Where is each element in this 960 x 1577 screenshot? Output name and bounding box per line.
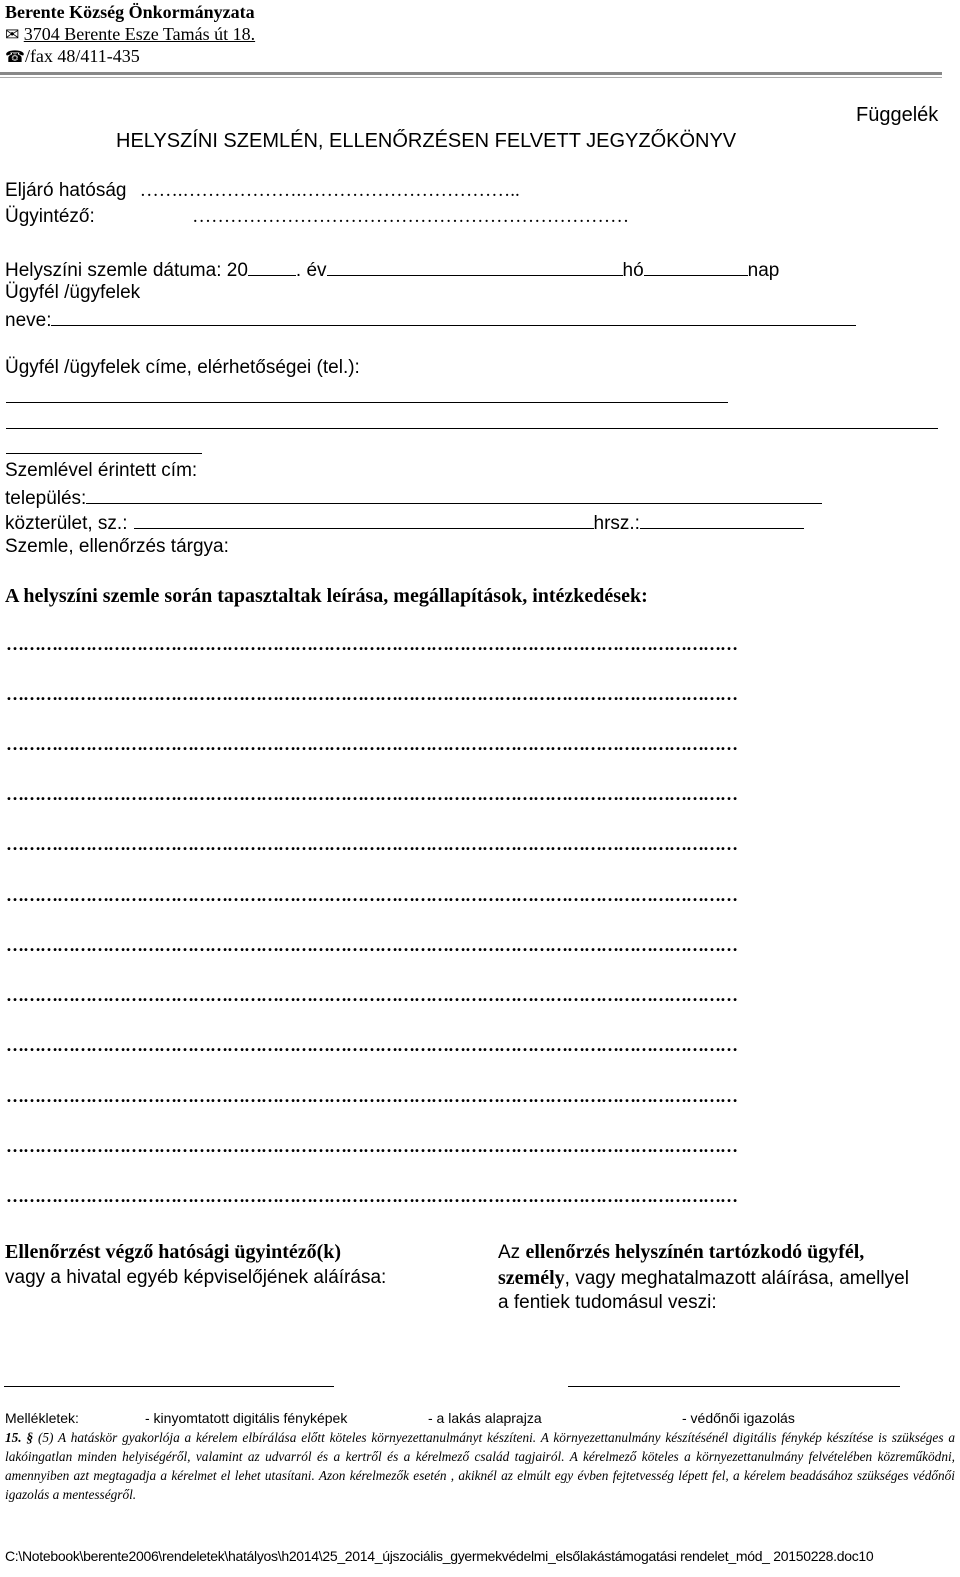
ugyintezo-dots: …………………………………………………………… <box>192 206 630 227</box>
telepules-field-b[interactable] <box>494 485 822 504</box>
signature-right-line3: a fentiek tudomásul veszi: <box>498 1292 717 1313</box>
eljaro-dots: …….……………….…………………………….. <box>139 180 520 201</box>
footnote-num: 15. <box>5 1430 22 1445</box>
signature-left-normal: vagy a hivatal egyéb képviselőjének aláírása: <box>5 1267 387 1288</box>
dotted-line[interactable]: ………………………………………………………………………………………………………………… <box>6 1035 737 1055</box>
phone-text: /fax 48/411-435 <box>24 46 140 66</box>
address-field-2[interactable] <box>6 428 938 429</box>
kozterulet-label: közterület, sz.: <box>5 513 128 534</box>
right-bold1: ellenőrzés helyszínén tartózkodó ügyfél, <box>525 1241 865 1263</box>
footnote-text: (5) A hatáskör gyakorlója a kérelem elbírálása előtt köteles környezettanulmányt készíteni. A környezettanulmány készítésénél digitális fénykép készítése is szükséges a lakóingatlan minden helyiségéről, valamint az udvarról és a kertről és a kérelmező család tagjairól. A kérelmező köteles a környezettanulmány felvételében közreműködni, amennyiben azt megtagadja a kérelmet el lehet utasítani. Azon kérelmezők esetén , akiknél az elmúlt egy évben fejtetvesség lépett fel, a kérelem beadásához szükséges védőnői igazolás a mentességről. <box>5 1430 955 1502</box>
dotted-line[interactable]: ………………………………………………………………………………………………………………… <box>6 834 737 854</box>
right-bold2: személy <box>498 1267 565 1289</box>
right-rest: , vagy meghatalmazott aláírása, amellyel <box>564 1268 909 1289</box>
phone-icon: ☎ <box>5 47 25 66</box>
envelope-icon: ✉ <box>5 25 20 45</box>
org-name: Berente Község Önkormányzata <box>5 2 255 22</box>
telepules-label: település: <box>5 488 87 509</box>
year-field[interactable] <box>248 257 296 276</box>
name-field[interactable] <box>51 307 856 326</box>
phone-line <box>5 46 140 67</box>
ugyintezo-label: Ügyintéző: <box>5 206 95 227</box>
signature-line-left[interactable] <box>4 1386 334 1387</box>
footer-path: C:\Notebook\berente2006\rendeletek\hatályos\h2014\25_2014_újszociális_gyermekvédelmi_elsőlakástámogatási rendelet_mód_ 20150228.doc10 <box>5 1548 874 1564</box>
description-heading: A helyszíni szemle során tapasztaltak leírása, megállapítások, intézkedések: <box>5 585 648 607</box>
dotted-line[interactable]: ………………………………………………………………………………………………………………… <box>6 985 737 1005</box>
attachment-item: - kinyomtatott digitális fényképek <box>145 1410 348 1426</box>
dotted-line[interactable]: ………………………………………………………………………………………………………………… <box>6 634 737 654</box>
cime-label: Ügyfél /ügyfelek címe, elérhetőségei (tel.): <box>5 357 360 378</box>
ev-label: . év <box>295 260 327 281</box>
ho-label: hó <box>622 260 644 281</box>
appendix-label: Függelék <box>856 104 939 126</box>
attachments-label: Mellékletek: <box>5 1410 79 1426</box>
eljaro-row <box>5 180 520 202</box>
dotted-line[interactable]: ………………………………………………………………………………………………………………… <box>6 684 737 704</box>
attachment-item: - védőnői igazolás <box>682 1410 795 1426</box>
address-line <box>5 24 255 45</box>
hrsz-label: hrsz.: <box>593 513 640 534</box>
dotted-line[interactable]: ………………………………………………………………………………………………………………… <box>6 734 737 754</box>
month-field[interactable] <box>327 257 623 276</box>
address-field-3[interactable] <box>6 453 202 454</box>
erintett-label: Szemlével érintett cím: <box>5 460 198 481</box>
telepules-field-a[interactable] <box>86 485 494 504</box>
right-az: Az <box>498 1242 526 1263</box>
footnote <box>5 1428 955 1504</box>
kozterulet-field[interactable] <box>134 510 594 529</box>
footnote-section: § <box>26 1430 34 1445</box>
hrsz-field[interactable] <box>640 510 804 529</box>
ugyintezo-row <box>5 206 629 228</box>
attachment-item: - a lakás alaprajza <box>428 1410 542 1426</box>
day-field[interactable] <box>644 257 748 276</box>
datum-label: Helyszíni szemle dátuma: 20 <box>5 260 248 281</box>
neve-label: neve: <box>5 310 52 331</box>
telepules-row <box>5 485 822 510</box>
datum-row <box>5 257 779 282</box>
signature-right-line1 <box>498 1241 864 1264</box>
signature-left-bold: Ellenőrzést végző hatósági ügyintéző(k) <box>5 1241 342 1263</box>
neve-row <box>5 307 856 332</box>
nap-label: nap <box>747 260 780 281</box>
ugyfel-label: Ügyfél /ügyfelek <box>5 282 141 303</box>
eljaro-label: Eljáró hatóság <box>5 180 127 201</box>
dotted-line[interactable]: ………………………………………………………………………………………………………………… <box>6 885 737 905</box>
header-divider-thin <box>0 77 942 78</box>
targya-label: Szemle, ellenőrzés tárgya: <box>5 536 229 557</box>
page-title: HELYSZÍNI SZEMLÉN, ELLENŐRZÉSEN FELVETT JEGYZŐKÖNYV <box>116 130 737 152</box>
address-text: 3704 Berente Esze Tamás út 18. <box>23 24 256 44</box>
dotted-line[interactable]: ………………………………………………………………………………………………………………… <box>6 1186 737 1206</box>
header-divider <box>0 72 942 75</box>
kozterulet-row <box>5 510 804 535</box>
dotted-line[interactable]: ………………………………………………………………………………………………………………… <box>6 1086 737 1106</box>
dotted-line[interactable]: ………………………………………………………………………………………………………………… <box>6 1136 737 1156</box>
dotted-line[interactable]: ………………………………………………………………………………………………………………… <box>6 935 737 955</box>
signature-line-right[interactable] <box>568 1386 900 1387</box>
address-field-1[interactable] <box>6 402 728 403</box>
dotted-line[interactable]: ………………………………………………………………………………………………………………… <box>6 784 737 804</box>
signature-right-line2 <box>498 1267 909 1290</box>
